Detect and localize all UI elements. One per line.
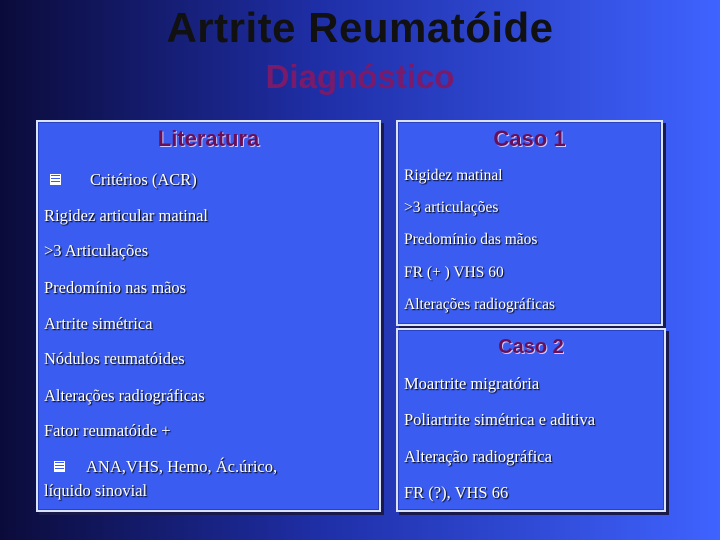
caso2-panel: [396, 328, 666, 512]
caso1-heading: Caso 1: [493, 126, 566, 151]
caso2-item: Poliartrite simétrica e aditiva: [404, 410, 596, 429]
literatura-item: Rigidez articular matinal: [44, 206, 209, 225]
literatura-item: Artrite simétrica: [44, 314, 153, 333]
caso2-item: FR (?), VHS 66: [404, 483, 509, 502]
bullet-icon: [50, 174, 61, 185]
literatura-item: Critérios (ACR): [90, 170, 197, 189]
caso2-heading: Caso 2: [498, 336, 564, 358]
slide-title: Artrite Reumatóide: [166, 4, 554, 51]
caso1-item: >3 articulações: [404, 199, 499, 216]
caso1-item: Rigidez matinal: [404, 167, 503, 184]
caso1-item: Predomínio das mãos: [404, 231, 538, 248]
literatura-item: líquido sinovial: [44, 481, 148, 500]
slide-subtitle: Diagnóstico: [265, 58, 455, 95]
caso1-item: FR (+ ) VHS 60: [404, 264, 504, 281]
caso2-item: Moartrite migratória: [404, 374, 540, 393]
literatura-heading: Literatura: [157, 126, 260, 151]
literatura-item: Alterações radiográficas: [44, 386, 205, 405]
literatura-item: ANA,VHS, Hemo, Ác.úrico,: [86, 457, 278, 476]
literatura-item: Nódulos reumatóides: [44, 349, 185, 368]
literatura-item: Fator reumatóide +: [44, 421, 171, 440]
caso2-item: Alteração radiográfica: [404, 447, 552, 466]
caso1-panel: [396, 120, 663, 326]
literatura-item: >3 Articulações: [44, 241, 149, 260]
caso1-item: Alterações radiográficas: [404, 296, 556, 313]
literatura-item: Predomínio nas mãos: [44, 278, 187, 297]
bullet-icon: [54, 461, 65, 472]
literatura-panel: [36, 120, 381, 512]
